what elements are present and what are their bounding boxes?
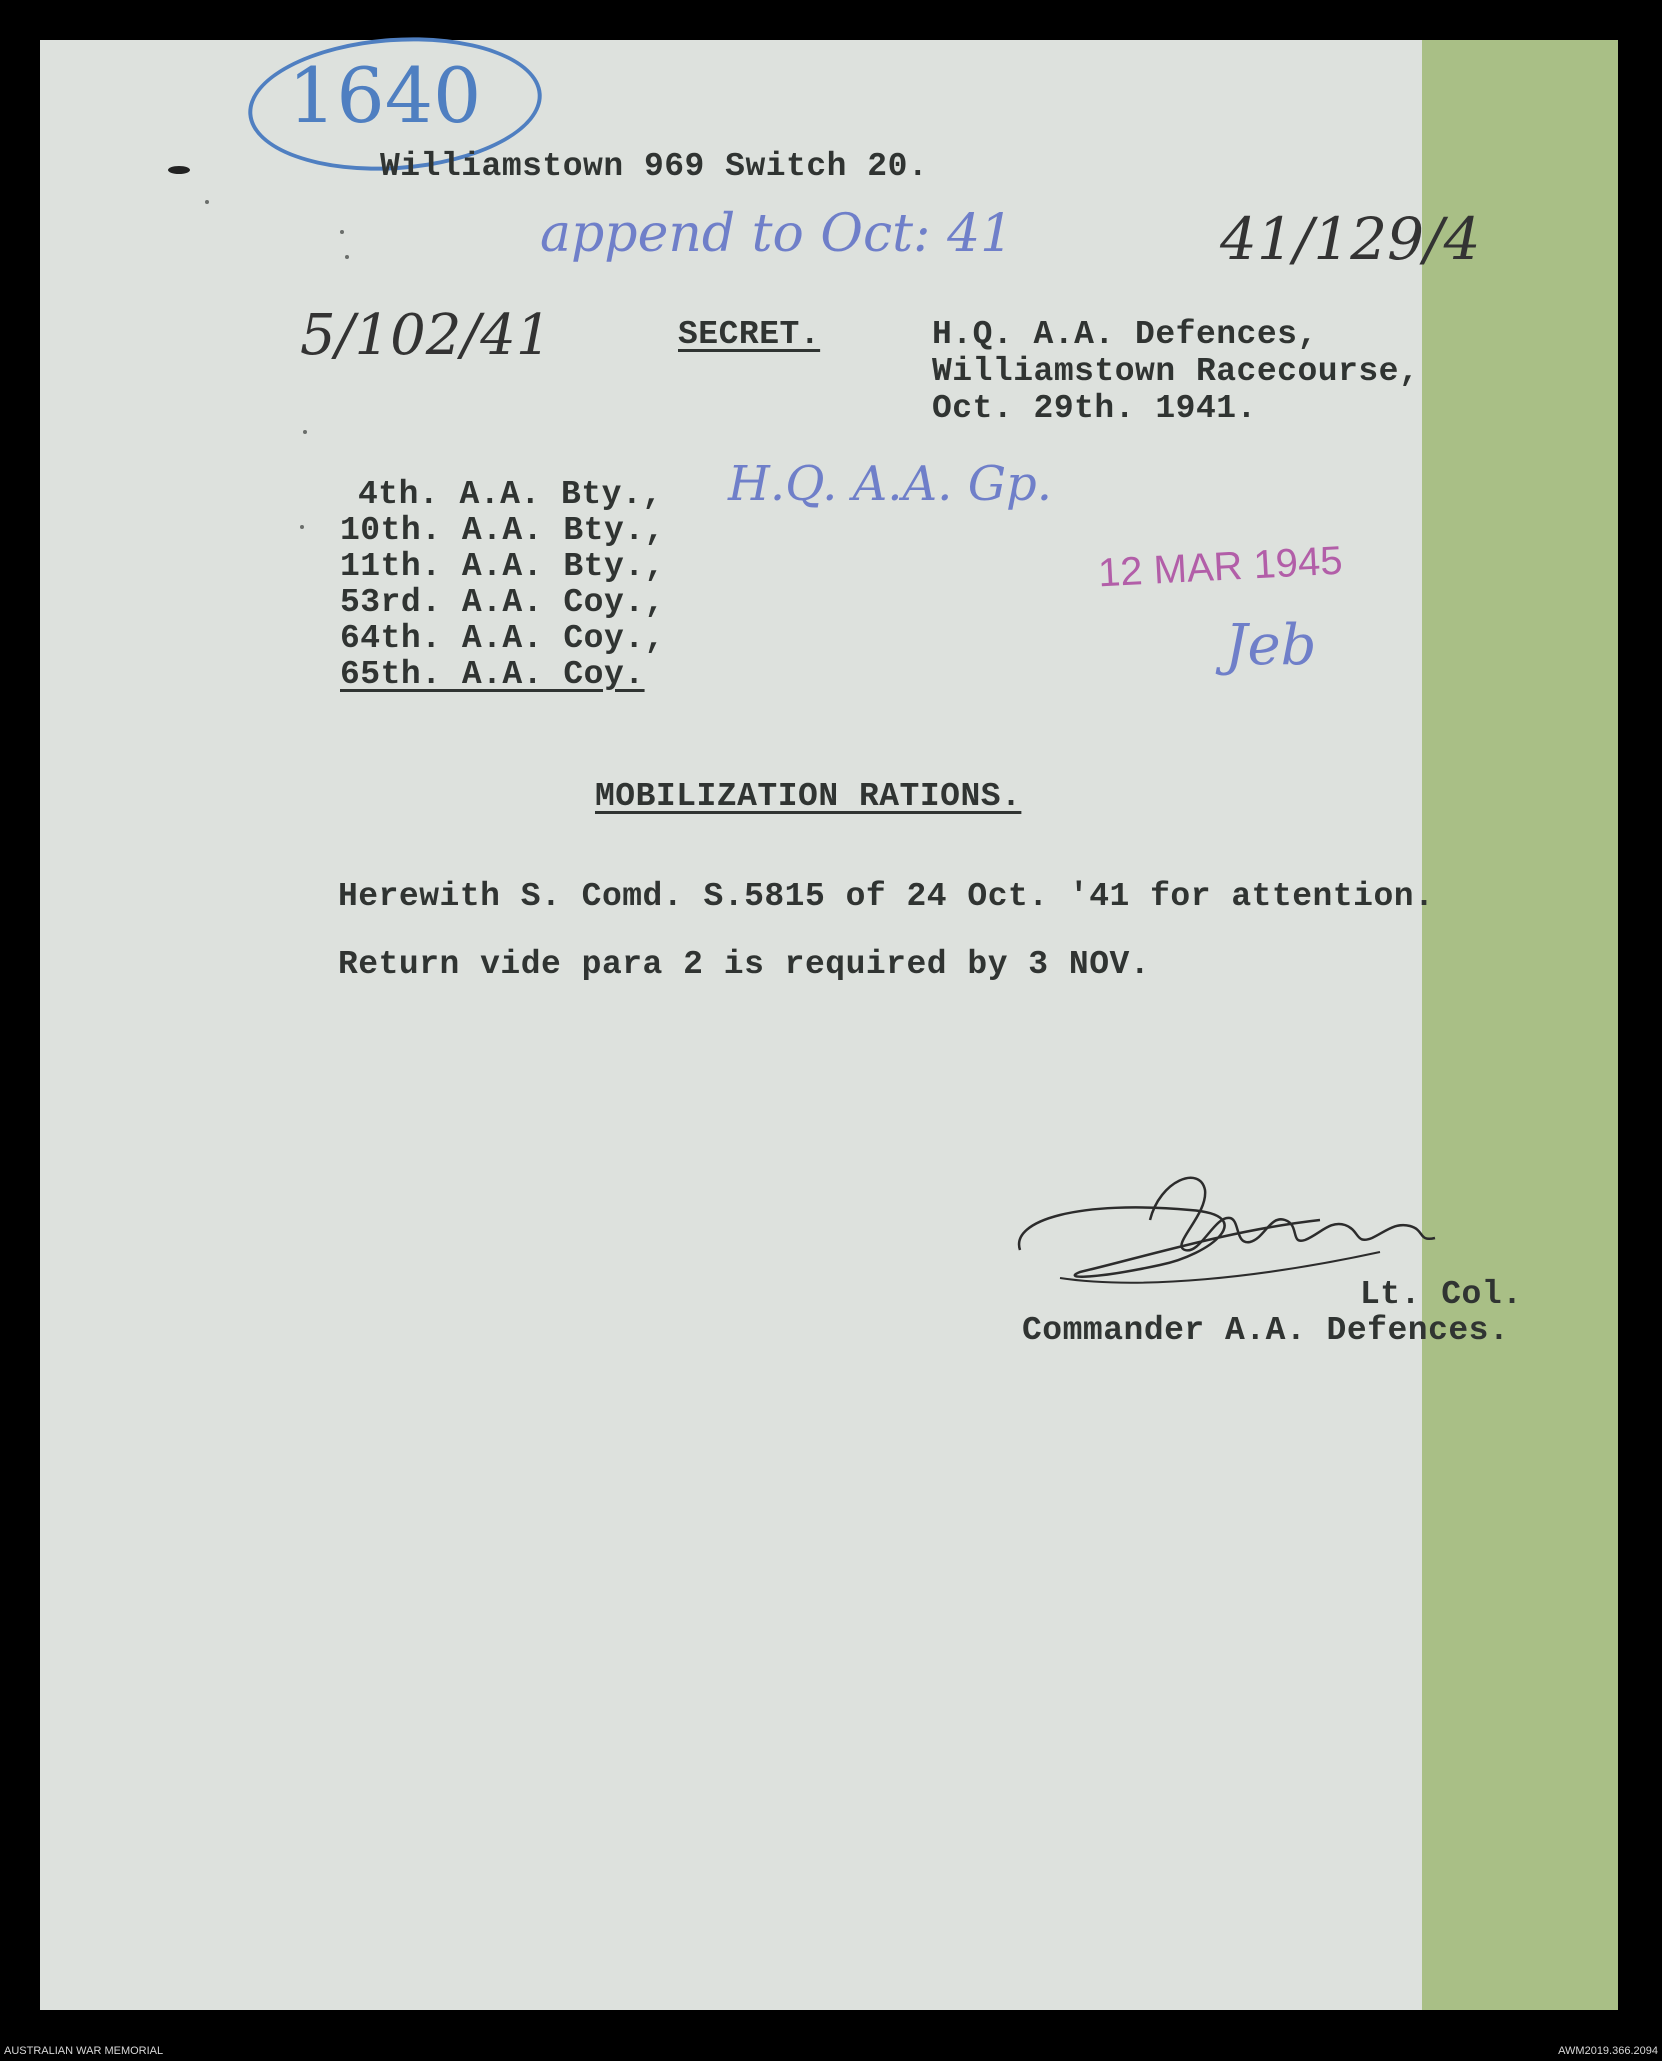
- hq-group-note: H.Q. A.A. Gp.: [728, 456, 1053, 512]
- reference-top-right: 41/129/4: [1220, 205, 1481, 273]
- punch-hole: [340, 230, 344, 234]
- date-stamp: 12 MAR 1945: [1096, 538, 1344, 596]
- append-note: append to Oct: 41: [540, 204, 1014, 264]
- sender-line-1: H.Q. A.A. Defences,: [932, 316, 1318, 353]
- sender-line-3: Oct. 29th. 1941.: [932, 390, 1257, 427]
- reference-left: 5/102/41: [300, 303, 552, 368]
- punch-hole: [168, 166, 190, 174]
- punch-hole: [300, 525, 304, 529]
- body-paragraph-1: Herewith S. Comd. S.5815 of 24 Oct. '41 for attention.: [338, 878, 1435, 915]
- file-number: 1640: [288, 51, 482, 140]
- subject-heading: MOBILIZATION RATIONS.: [595, 778, 1022, 815]
- addressee-item: 4th. A.A. Bty.,: [358, 476, 663, 513]
- punch-hole: [205, 200, 209, 204]
- punch-hole: [345, 255, 349, 259]
- footer-institution: AUSTRALIAN WAR MEMORIAL: [4, 2045, 164, 2057]
- telephone-line: Williamstown 969 Switch 20.: [380, 148, 929, 185]
- body-paragraph-2: Return vide para 2 is required by 3 NOV.: [338, 946, 1151, 983]
- footer-accession-number: AWM2019.366.2094: [1558, 2045, 1658, 2057]
- addressee-item: 53rd. A.A. Coy.,: [340, 584, 665, 621]
- addressee-item: 10th. A.A. Bty.,: [340, 512, 665, 549]
- signatory-rank: Lt. Col.: [1360, 1276, 1523, 1313]
- classification-heading: SECRET.: [678, 316, 821, 353]
- green-backing-strip: [1422, 40, 1618, 2010]
- addressee-item: 11th. A.A. Bty.,: [340, 548, 665, 585]
- punch-hole: [303, 430, 307, 434]
- addressee-item: 64th. A.A. Coy.,: [340, 620, 665, 657]
- addressee-item: 65th. A.A. Coy.: [340, 656, 645, 693]
- initials: Jeb: [1225, 613, 1317, 678]
- signatory-title: Commander A.A. Defences.: [1022, 1312, 1510, 1349]
- sender-line-2: Williamstown Racecourse,: [932, 353, 1420, 390]
